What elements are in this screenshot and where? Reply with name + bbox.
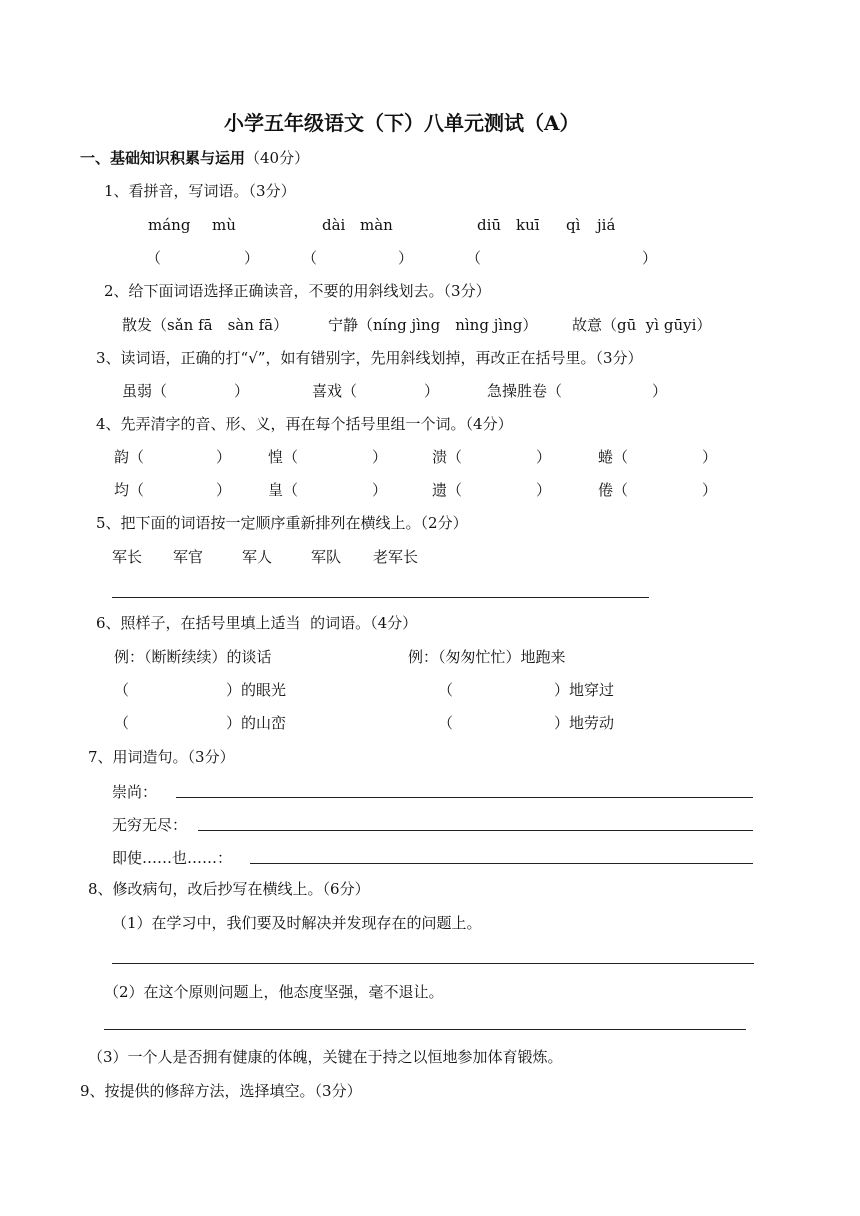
answer-paren-open[interactable]: （ xyxy=(438,681,454,699)
word-item[interactable]: 急操胜卷（ xyxy=(487,382,563,400)
pinyin: diū xyxy=(477,216,502,234)
question-7-stem: 7、用词造句。（3分） xyxy=(88,748,235,766)
answer-paren-close: ） xyxy=(424,382,440,400)
char-item[interactable]: 遗（ xyxy=(432,481,463,499)
answer-line[interactable] xyxy=(104,1029,746,1030)
answer-line[interactable] xyxy=(112,963,754,964)
word-chip: 军长 xyxy=(112,548,143,566)
char-item[interactable]: 惶（ xyxy=(268,448,299,466)
section-heading-text: 一、基础知识积累与运用 xyxy=(80,149,246,167)
word-chip: 军人 xyxy=(242,548,273,566)
question-5-stem: 5、把下面的词语按一定顺序重新排列在横线上。（2分） xyxy=(96,514,468,532)
answer-paren-close: ） xyxy=(216,448,232,466)
answer-paren-open[interactable]: （ xyxy=(146,249,162,267)
char-item[interactable]: 均（ xyxy=(114,481,145,499)
pinyin: kuī xyxy=(516,216,540,234)
example-left: 例：（断断续续）的谈话 xyxy=(114,648,272,666)
char-item[interactable]: 溃（ xyxy=(432,448,463,466)
question-1-stem: 1、看拼音，写词语。（3分） xyxy=(104,182,296,200)
phrase-suffix: ）的山峦 xyxy=(226,714,287,732)
char-item[interactable]: 蜷（ xyxy=(598,448,629,466)
char-item[interactable]: 皇（ xyxy=(268,481,299,499)
answer-paren-open[interactable]: （ xyxy=(114,681,130,699)
answer-paren-close: ） xyxy=(234,382,250,400)
answer-paren-close: ） xyxy=(536,448,552,466)
question-8-stem: 8、修改病句，改后抄写在横线上。（6分） xyxy=(88,880,370,898)
faulty-sentence: （2）在这个原则问题上，他态度坚强，毫不退让。 xyxy=(104,983,444,1001)
sentence-prompt: 崇尚： xyxy=(112,783,158,801)
question-3-stem: 3、读词语，正确的打“√”，如有错别字，先用斜线划掉，再改正在括号里。（3分） xyxy=(96,349,643,367)
phrase-suffix: ）地劳动 xyxy=(554,714,615,732)
answer-paren-close: ） xyxy=(642,249,658,267)
question-6-stem: 6、照样子，在括号里填上适当 的词语。（4分） xyxy=(96,614,418,632)
pinyin: mù xyxy=(212,216,236,234)
reading-option[interactable]: 故意（gū yì gūyi） xyxy=(572,316,712,334)
answer-paren-close: ） xyxy=(652,382,668,400)
answer-line[interactable] xyxy=(176,797,753,798)
pinyin: qì xyxy=(566,216,581,234)
answer-line[interactable] xyxy=(112,597,649,598)
pinyin: màn xyxy=(360,216,393,234)
phrase-suffix: ）地穿过 xyxy=(554,681,615,699)
reading-option[interactable]: 宁静（níng jìng nìng jìng） xyxy=(328,316,538,334)
question-9-stem: 9、按提供的修辞方法，选择填空。（3分） xyxy=(80,1082,362,1100)
section-heading xyxy=(80,148,309,168)
char-item[interactable]: 倦（ xyxy=(598,481,629,499)
word-item[interactable]: 喜戏（ xyxy=(312,382,358,400)
answer-paren-close: ） xyxy=(216,481,232,499)
answer-paren-open[interactable]: （ xyxy=(438,714,454,732)
pinyin: jiá xyxy=(597,216,616,234)
example-right: 例：（匆匆忙忙）地跑来 xyxy=(408,648,566,666)
question-4-stem: 4、先弄清字的音、形、义，再在每个括号里组一个词。（4分） xyxy=(96,415,513,433)
answer-paren-close: ） xyxy=(702,481,718,499)
word-chip: 军队 xyxy=(311,548,342,566)
answer-line[interactable] xyxy=(250,863,753,864)
answer-paren-open[interactable]: （ xyxy=(302,249,318,267)
sentence-prompt: 即使……也……： xyxy=(112,849,233,867)
answer-paren-close: ） xyxy=(244,249,260,267)
answer-paren-close: ） xyxy=(536,481,552,499)
answer-paren-close: ） xyxy=(702,448,718,466)
word-chip: 军官 xyxy=(173,548,204,566)
answer-paren-close: ） xyxy=(372,481,388,499)
answer-paren-open[interactable]: （ xyxy=(114,714,130,732)
pinyin: máng xyxy=(148,216,191,234)
question-2-stem: 2、给下面词语选择正确读音，不要的用斜线划去。（3分） xyxy=(104,282,491,300)
answer-paren-close: ） xyxy=(372,448,388,466)
section-score: （40分） xyxy=(245,149,310,167)
sentence-prompt: 无穷无尽： xyxy=(112,816,188,834)
answer-line[interactable] xyxy=(198,830,753,831)
word-item[interactable]: 虽弱（ xyxy=(122,382,168,400)
faulty-sentence: （3）一个人是否拥有健康的体魄，关键在于持之以恒地参加体育锻炼。 xyxy=(88,1048,563,1066)
answer-paren-close: ） xyxy=(398,249,414,267)
word-chip: 老军长 xyxy=(373,548,419,566)
reading-option[interactable]: 散发（sǎn fā sàn fā） xyxy=(122,316,289,334)
faulty-sentence: （1）在学习中，我们要及时解决并发现存在的问题上。 xyxy=(112,914,482,932)
page-title: 小学五年级语文（下）八单元测试（A） xyxy=(224,111,580,135)
phrase-suffix: ）的眼光 xyxy=(226,681,287,699)
answer-paren-open[interactable]: （ xyxy=(466,249,482,267)
char-item[interactable]: 韵（ xyxy=(114,448,145,466)
pinyin: dài xyxy=(322,216,346,234)
